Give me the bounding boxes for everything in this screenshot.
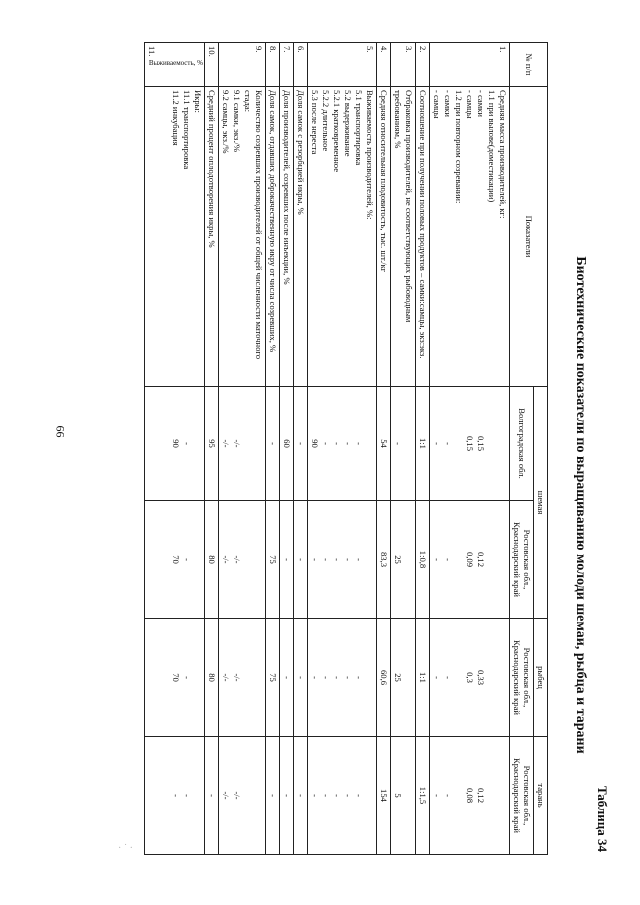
table-row [429,43,509,855]
value-cell [293,619,307,737]
value-line: - [181,558,192,561]
indicator-cell [390,87,415,387]
table-row [265,43,279,855]
value-line: - [281,676,292,679]
value-line: - [170,794,181,797]
value-line: - [442,442,453,445]
value-line [453,622,464,733]
indicator-cell [204,87,218,387]
row-number [293,43,307,87]
value-line: - [353,794,364,797]
row-number [204,43,218,87]
value-line [486,740,497,851]
value-cell [415,737,429,855]
row-number-text: 10. [206,46,217,57]
value-line [242,740,253,851]
value-line [403,740,414,851]
value-line: 54 [378,439,389,448]
value-line [192,390,203,497]
row-number-text: 7. [281,46,292,53]
table-body [144,43,509,855]
indicator-cell [307,87,376,387]
value-cell [279,501,293,619]
value-line [453,504,464,615]
header-row-groups [534,43,548,855]
indicator-cell [293,87,307,387]
value-cell [376,737,390,855]
value-cell [429,501,509,619]
value-line: - [181,676,192,679]
indicator-line: требованиям, % [392,90,403,149]
value-line: - [320,794,331,797]
indicator-cell [265,87,279,387]
indicator-cell [144,87,204,387]
value-line: 0,08 [464,787,475,804]
row-number-text: 9. [253,46,264,53]
table-row [376,43,390,855]
value-line [403,622,414,733]
value-line: -/- [231,791,242,800]
indicator-line: 5.3 после нереста [309,90,320,155]
value-line: 80 [206,673,217,682]
value-cell [376,387,390,501]
value-cell [144,619,204,737]
value-cell [265,619,279,737]
value-line: - [331,558,342,561]
value-line [253,622,264,733]
indicator-line: Соотношение при получении половых продуктов – самки:самцы, экз:экз. [417,90,428,359]
value-line: - [331,794,342,797]
table-title: Биотехнические показатели по выращиванию молоди шемаи, рыбца и тарани [573,256,588,754]
indicator-line: 5.2 выдерживание [342,90,353,157]
indicator-line: 9.1 самки, экз./% [231,90,242,152]
value-cell [204,387,218,501]
indicator-line: Икры: [192,90,203,113]
value-line: 95 [206,439,217,448]
value-cell [204,501,218,619]
value-cell [204,737,218,855]
value-line: - [181,442,192,445]
row-number [144,43,204,87]
value-line [192,504,203,615]
value-line [242,390,253,497]
value-cell [415,501,429,619]
indicator-line: 5.1 транспортировка [353,90,364,166]
value-line [242,504,253,615]
value-line: 154 [378,789,389,802]
value-line: - [442,676,453,679]
value-line [253,390,264,497]
value-cell [265,737,279,855]
value-line: - [309,794,320,797]
value-line: - [320,676,331,679]
value-cell [279,619,293,737]
value-line: - [342,676,353,679]
value-cell [293,737,307,855]
value-line: - [320,442,331,445]
indicator-line: Доля производителей, созревших после инъекции, % [281,90,292,285]
table-row [279,43,293,855]
value-line: 0,09 [464,551,475,568]
header-region: Ростовская обл., Краснодарский край [509,737,533,855]
header-region: Ростовская обл., Краснодарский край [509,619,533,737]
value-line: - [309,558,320,561]
row-number [415,43,429,87]
value-cell [415,387,429,501]
row-number [376,43,390,87]
row-number [429,43,509,87]
row-number [307,43,376,87]
value-line [192,740,203,851]
row-number-text: 3. [403,46,414,53]
value-line: 83,3 [378,551,389,568]
value-cell [390,387,415,501]
header-group-shemaya: шемая [534,387,548,619]
indicator-line: - самцы [464,90,475,119]
value-line: 25 [392,673,403,682]
value-line: 0,12 [475,787,486,804]
value-line [253,740,264,851]
value-line: - [267,794,278,797]
value-line: - [353,676,364,679]
value-line: - [206,794,217,797]
indicator-line: - самки [475,90,486,117]
value-line: 70 [170,673,181,682]
page-number: 66 [53,425,68,438]
value-cell [265,501,279,619]
indicator-line: Доля самок с резорбцией икры, % [295,90,306,215]
value-line [364,390,375,497]
value-cell [144,501,204,619]
value-line: - [295,442,306,445]
value-line: 0,15 [464,435,475,452]
indicator-line: Доля самок, отдавших доброкачественную икру от числа созревших, % [267,90,278,353]
indicator-cell [218,87,265,387]
value-line: - [295,794,306,797]
indicator-cell [279,87,293,387]
value-cell [218,387,265,501]
value-line: -/- [220,791,231,800]
value-line [453,390,464,497]
value-line: -/- [220,555,231,564]
value-line: 90 [309,439,320,448]
value-line: - [281,558,292,561]
value-line: - [342,794,353,797]
header-indicator: Показатели [509,87,547,387]
value-line: - [431,794,442,797]
table-row [390,43,415,855]
row-number [390,43,415,87]
value-line: 0,3 [464,672,475,683]
value-cell [307,387,376,501]
row-number-text: 8. [267,46,278,53]
value-line [497,740,508,851]
value-line [486,390,497,497]
header-group-taran: тарань [534,737,548,855]
value-line: -/- [231,439,242,448]
value-line: 1:0,8 [417,550,428,569]
header-group-rybets: рыбец [534,619,548,737]
value-line: - [342,442,353,445]
value-line [253,504,264,615]
value-cell [429,619,509,737]
value-line: - [267,442,278,445]
value-line: 0,12 [475,551,486,568]
value-line: - [281,794,292,797]
value-cell [218,737,265,855]
value-line: -/- [220,673,231,682]
indicator-cell [376,87,390,387]
value-line: - [431,442,442,445]
table-row [293,43,307,855]
value-line: - [353,558,364,561]
value-line [364,622,375,733]
value-cell [218,501,265,619]
row-number [279,43,293,87]
value-line: 75 [267,555,278,564]
row-number-text: 2. [417,46,428,53]
value-line: - [295,676,306,679]
indicator-cell [429,87,509,387]
value-line: 1:1 [417,438,428,449]
table-row [218,43,265,855]
row-number-text: 4. [378,46,389,53]
row-number-text: 6. [295,46,306,53]
value-line: - [342,558,353,561]
header-region: Волгоградская обл. [509,387,533,501]
value-cell [144,737,204,855]
value-line [497,390,508,497]
indicator-line: 1.1 при вылове(доместикации) [486,90,497,203]
value-line: - [181,794,192,797]
indicator-line: 11.1 транспортировка [181,90,192,170]
indicator-line: Средняя масса производителей, кг: [497,90,508,219]
value-cell [307,619,376,737]
value-cell [307,501,376,619]
value-line: 60 [281,439,292,448]
value-line [364,740,375,851]
value-line: - [442,558,453,561]
indicator-cell [415,87,429,387]
value-line: 0,33 [475,669,486,686]
value-line: -/- [220,439,231,448]
row-number-text: 1. [497,46,508,53]
indicator-line: Средняя относительная плодовитость, тыс. шт./кг [378,90,389,273]
value-cell [204,619,218,737]
table-row [144,43,204,855]
value-line: - [309,676,320,679]
indicator-line: 11.2 инкубация [170,90,181,146]
indicator-line: - самки [442,90,453,117]
value-line [242,622,253,733]
indicator-line: стада: [242,90,253,113]
header-num: № п/п [509,43,547,87]
indicator-line: - самцы [431,90,442,119]
value-line: - [442,794,453,797]
value-cell [390,737,415,855]
value-line: - [331,676,342,679]
value-line: 90 [170,439,181,448]
table-row [307,43,376,855]
value-line: 1:1 [417,672,428,683]
value-line: 80 [206,555,217,564]
value-line [453,740,464,851]
indicator-line: 5.2.1 кратковременное [331,90,342,173]
value-line [403,390,414,497]
value-line: 0,15 [475,435,486,452]
value-line [497,504,508,615]
row-number [265,43,279,87]
value-cell [293,387,307,501]
value-line: - [353,442,364,445]
value-cell [376,501,390,619]
indicator-line: 1.2 при повторном созревании: [453,90,464,204]
biotech-table [144,42,548,855]
value-line [486,504,497,615]
value-line: 75 [267,673,278,682]
table-label: Таблица 34 [595,785,610,852]
table-row [204,43,218,855]
value-cell [429,387,509,501]
scan-artifact: · ˙ · [118,843,133,854]
value-cell [390,619,415,737]
row-number-text: 5. [364,46,375,53]
value-line [403,504,414,615]
value-cell [293,501,307,619]
value-line: - [392,442,403,445]
value-line [486,622,497,733]
value-cell [307,737,376,855]
indicator-line: 9.2 самцы, экз./% [220,90,231,154]
value-line: 5 [392,793,403,798]
value-line: 1:1,5 [417,786,428,805]
table-row [415,43,429,855]
indicator-line: Средний процент оплодотворения икры, % [206,90,217,248]
value-line: - [431,558,442,561]
value-line: - [331,442,342,445]
value-line: -/- [231,555,242,564]
value-cell [390,501,415,619]
value-line: - [295,558,306,561]
value-line: -/- [231,673,242,682]
value-line: 60,6 [378,669,389,686]
row-number-text: 11. [146,46,157,57]
value-line: - [320,558,331,561]
value-cell [144,387,204,501]
rotated-document [60,40,620,860]
indicator-line: 5.2.2 длительное [320,90,331,152]
value-cell [415,619,429,737]
value-cell [218,619,265,737]
value-cell [265,387,279,501]
indicator-line: Отбраковка производителей, не соответствующих рыбоводным [403,90,414,323]
row-side-label: Выживаемость, % [148,59,203,68]
value-cell [429,737,509,855]
value-line: 70 [170,555,181,564]
header-region: Ростовская обл., Краснодарский край [509,501,533,619]
value-line [364,504,375,615]
value-cell [376,619,390,737]
indicator-line: Выживаемость производителей, %: [364,90,375,220]
row-number [218,43,265,87]
value-line [192,622,203,733]
value-cell [279,737,293,855]
value-line: 25 [392,555,403,564]
value-cell [279,387,293,501]
value-line: - [431,676,442,679]
indicator-line: Количество созревших производителей от общей численности маточного [253,90,264,360]
value-line [497,622,508,733]
